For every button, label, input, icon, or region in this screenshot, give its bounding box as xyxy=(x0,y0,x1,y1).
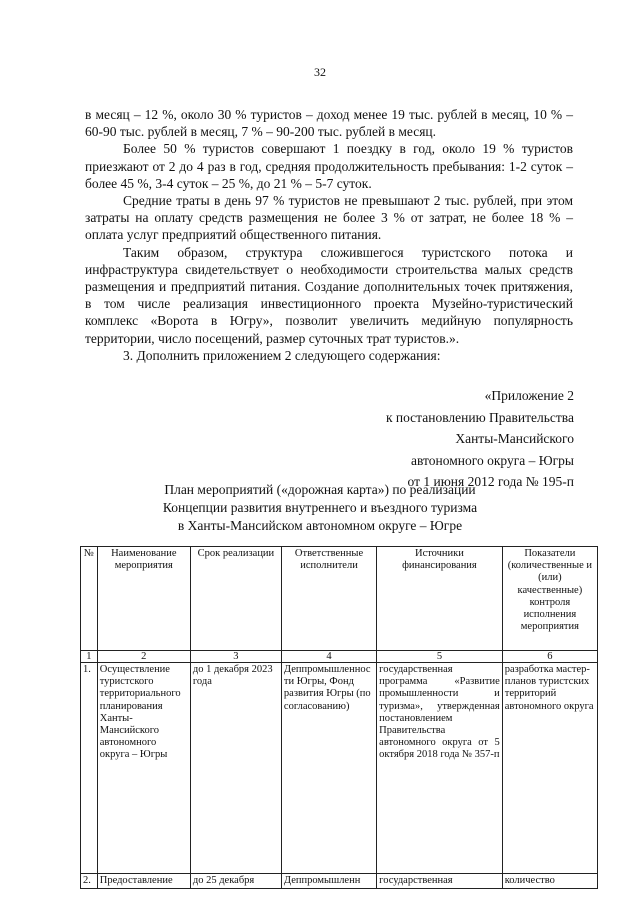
appendix-line: автономного округа – Югры xyxy=(411,452,574,468)
roadmap-table-wrapper xyxy=(80,546,598,889)
column-number: 5 xyxy=(377,651,503,663)
row-number: 2. xyxy=(81,874,98,889)
row-financing: государственная xyxy=(377,874,503,889)
plan-title xyxy=(0,481,640,535)
paragraph: Более 50 % туристов совершают 1 поездку в год, около 19 % туристов приезжают от 2 до 4 раз в год, средняя продолжительность пребывания: 1-2 суток – более 45 %, 3-4 суток – 25 %, до 21 % – 5-7 суток. xyxy=(85,141,573,191)
appendix-line: Ханты-Мансийского xyxy=(455,431,574,446)
row-financing: государственная программа «Развитие промышленности и туризма», утвержденная постановлением Правительства автономного округа от 5 октября 2018 года № 357-п xyxy=(377,663,503,874)
row-name: Осуществление туристского территориального планирования Ханты-Мансийского автономного округа – Югры xyxy=(97,663,190,874)
row-indicators: разработка мастер-планов туристских территорий автономного округа xyxy=(502,663,597,874)
column-number: 2 xyxy=(97,651,190,663)
paragraph: 3. Дополнить приложением 2 следующего содержания: xyxy=(123,347,441,363)
appendix-line: к постановлению Правительства xyxy=(385,409,574,425)
header-financing: Источники финансирования xyxy=(377,547,503,651)
row-term: до 25 декабря xyxy=(190,874,281,889)
plan-title-line: Концепции развития внутреннего и въездного туризма xyxy=(162,500,478,515)
header-name: Наименование мероприятия xyxy=(97,547,190,651)
paragraph: Таким образом, структура сложившегося туристского потока и инфраструктура свидетельствует о необходимости строительства малых средств размещения и предприятий питания. Создание дополнительных точек притяжения, в том числе реализация инвестиционного проекта Музейно-туристический комплекс «Ворота в Югру», позволит увеличить медийную популярность территории, число посещений, размер суточных трат туристов.». xyxy=(85,244,573,346)
column-number-row xyxy=(81,651,598,663)
column-number: 6 xyxy=(502,651,597,663)
page-number: 32 xyxy=(314,65,326,79)
row-indicators: количество xyxy=(502,874,597,889)
paragraph: в месяц – 12 %, около 30 % туристов – доход менее 19 тыс. рублей в месяц, 10 % – 60-90 тыс. рублей в месяц, 7 % – 90-200 тыс. рублей в месяц. xyxy=(85,107,573,140)
header-number: № xyxy=(81,547,98,651)
appendix-line: от 1 июня 2012 года № 195-п xyxy=(407,474,574,489)
row-executors: Деппромышленн xyxy=(281,874,376,889)
plan-title-line: в Ханты-Мансийском автономном округе – Югре xyxy=(177,518,463,533)
table-row xyxy=(81,663,598,874)
column-number: 4 xyxy=(281,651,376,663)
row-executors: Деппромышленности Югры, Фонд развития Югры (по согласованию) xyxy=(281,663,376,874)
appendix-line: «Приложение 2 xyxy=(484,388,574,403)
column-number: 3 xyxy=(190,651,281,663)
row-term: до 1 декабря 2023 года xyxy=(190,663,281,874)
header-executors: Ответственные исполнители xyxy=(281,547,376,651)
table-header-row xyxy=(81,547,598,651)
header-indicators: Показатели (количественные и (или) качественные) контроля исполнения мероприятия xyxy=(502,547,597,651)
column-number: 1 xyxy=(81,651,98,663)
table-row xyxy=(81,874,598,889)
appendix-reference xyxy=(386,385,574,493)
body-text xyxy=(85,106,573,364)
roadmap-table xyxy=(80,546,598,889)
header-term: Срок реализации xyxy=(190,547,281,651)
row-name: Предоставление xyxy=(97,874,190,889)
row-number: 1. xyxy=(81,663,98,874)
paragraph: Средние траты в день 97 % туристов не превышают 2 тыс. рублей, при этом затраты на оплату средств размещения не более 3 % от затрат, не более 18 % – оплата услуг предприятий общественного питания. xyxy=(85,193,573,243)
plan-title-line: План мероприятий («дорожная карта») по реализации xyxy=(164,482,476,497)
